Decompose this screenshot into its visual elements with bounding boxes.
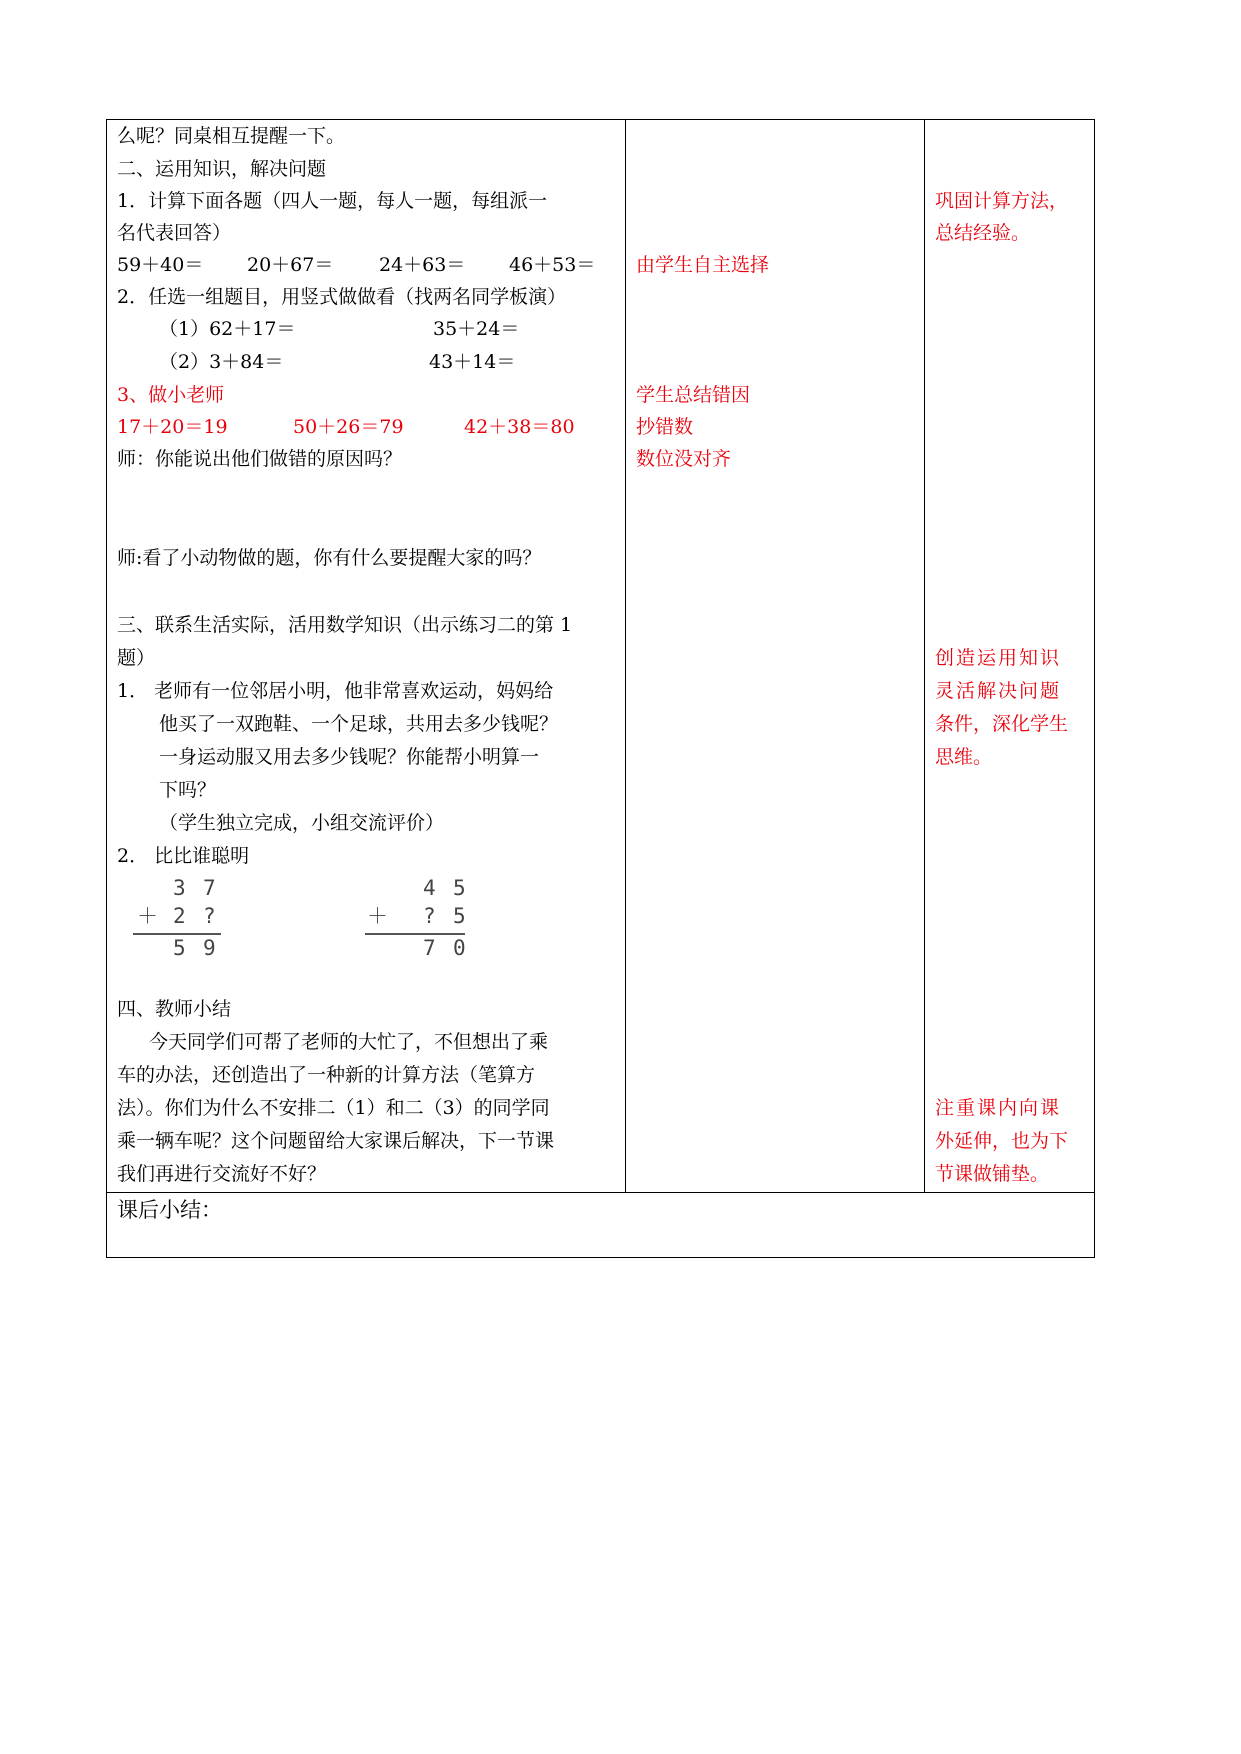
intent-note: 巩固计算方法，	[935, 190, 1069, 212]
lesson-table	[106, 119, 1095, 1258]
activity-note: 由学生自主选择	[636, 254, 770, 276]
math-expression: 24＋63＝	[379, 254, 466, 276]
unknown-digit: ?	[203, 904, 216, 928]
math-expression: （1）62＋17＝	[159, 318, 296, 340]
post-class-summary-cell	[107, 1193, 1095, 1258]
digit: 0	[453, 936, 466, 960]
intent-note: 创造运用知识	[935, 647, 1062, 669]
digit: 5	[453, 876, 466, 900]
text-line: 题）	[117, 647, 156, 669]
digit: 3	[173, 876, 186, 900]
design-intent-cell	[925, 120, 1095, 1193]
vertical-addition-puzzle	[133, 877, 233, 967]
teaching-process-cell	[107, 120, 626, 1193]
math-expression: 43＋14＝	[429, 351, 516, 373]
text-line: 师：你能说出他们做错的原因吗？	[117, 448, 403, 470]
section-heading: 三、联系生活实际，活用数学知识（出示练习二的第 1	[117, 614, 573, 636]
section-heading: 3、做小老师	[117, 384, 225, 406]
intent-note: 条件，深化学生	[935, 713, 1069, 735]
digit: 5	[453, 904, 466, 928]
intent-note: 思维。	[935, 746, 993, 768]
text-line: 法）。你们为什么不安排二（1）和二（3）的同学同	[117, 1097, 550, 1119]
digit: 4	[423, 876, 436, 900]
text-line: 1．计算下面各题（四人一题，每人一题，每组派一	[117, 190, 548, 212]
text-line: 一身运动服又用去多少钱呢？你能帮小明算一	[159, 746, 540, 768]
text-line: 2．任选一组题目，用竖式做做看（找两名同学板演）	[117, 286, 567, 308]
intent-note: 外延伸，也为下	[935, 1130, 1069, 1152]
plus-sign: ＋	[137, 904, 158, 928]
math-expression: 59＋40＝	[117, 254, 204, 276]
math-expression: 17＋20＝19	[117, 416, 228, 438]
digit: 5	[173, 936, 186, 960]
text-line: 下吗？	[159, 779, 217, 801]
text-line: 车的办法，还创造出了一种新的计算方法（笔算方	[117, 1064, 536, 1086]
student-activity-cell	[626, 120, 925, 1193]
math-expression: 20＋67＝	[247, 254, 334, 276]
digit: 9	[203, 936, 216, 960]
text-line: 乘一辆车呢？这个问题留给大家课后解决，下一节课	[117, 1130, 555, 1152]
section-heading: 二、运用知识，解决问题	[117, 158, 327, 180]
activity-note: 学生总结错因	[636, 384, 751, 406]
math-expression: 50＋26＝79	[293, 416, 404, 438]
math-expression: （2）3＋84＝	[159, 351, 284, 373]
text-line: 么呢？同桌相互提醒一下。	[117, 125, 346, 147]
digit: 7	[423, 936, 436, 960]
activity-note: 数位没对齐	[636, 448, 732, 470]
sum-line	[365, 933, 465, 935]
summary-label: 课后小结：	[117, 1198, 222, 1222]
intent-note: 总结经验。	[935, 222, 1031, 244]
digit: 7	[203, 876, 216, 900]
section-heading: 四、教师小结	[117, 998, 232, 1020]
text-line: 他买了一双跑鞋、一个足球，共用去多少钱呢？	[159, 713, 559, 735]
text-line: 名代表回答）	[117, 222, 232, 244]
math-expression: 42＋38＝80	[464, 416, 575, 438]
vertical-addition-puzzle	[365, 877, 465, 967]
text-line: 今天同学们可帮了老师的大忙了，不但想出了乘	[149, 1031, 549, 1053]
digit: 2	[173, 904, 186, 928]
text-line: 1． 老师有一位邻居小明，他非常喜欢运动，妈妈给	[117, 680, 554, 702]
text-line: 师:看了小动物做的题，你有什么要提醒大家的吗？	[117, 547, 542, 569]
intent-note: 灵活解决问题	[935, 680, 1062, 702]
sum-line	[133, 933, 221, 935]
intent-note: 注重课内向课	[935, 1097, 1062, 1119]
unknown-digit: ?	[423, 904, 436, 928]
text-line: （学生独立完成，小组交流评价）	[159, 812, 445, 834]
activity-note: 抄错数	[636, 416, 694, 438]
text-line: 我们再进行交流好不好？	[117, 1163, 327, 1185]
intent-note: 节课做铺垫。	[935, 1163, 1050, 1185]
text-line: 2． 比比谁聪明	[117, 845, 250, 867]
plus-sign: ＋	[367, 904, 388, 928]
math-expression: 35＋24＝	[433, 318, 520, 340]
math-expression: 46＋53＝	[509, 254, 596, 276]
